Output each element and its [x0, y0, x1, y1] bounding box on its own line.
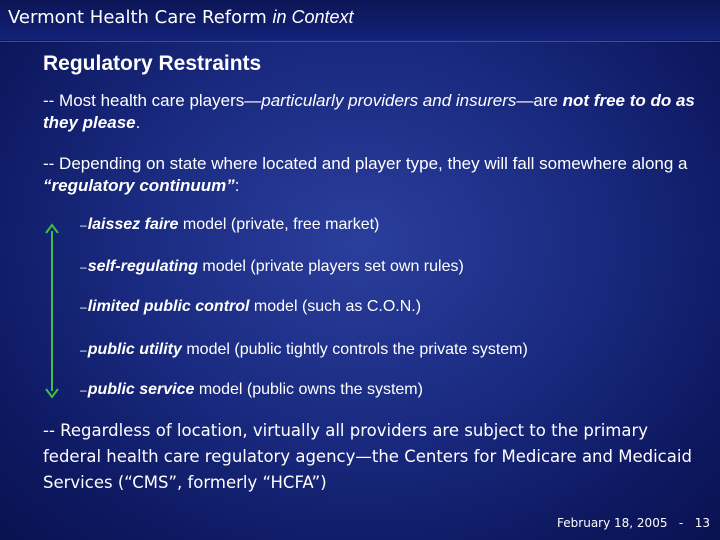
para2-prefix: -- Depending on state where located and player type, they will fall somewhere along a [43, 154, 688, 173]
model-name: limited public control [87, 298, 250, 315]
model-name: public service [87, 381, 195, 398]
model-item-limited-public-control [80, 298, 421, 316]
model-dash: – [80, 260, 87, 274]
para1-suffix: . [135, 113, 141, 132]
model-dash: – [80, 300, 87, 314]
model-name: laissez faire [87, 216, 179, 233]
page-number: 13 [694, 516, 710, 530]
para1-mid: —are [516, 91, 563, 110]
slide-footer [557, 516, 710, 530]
paragraph-continuum [43, 153, 703, 197]
model-desc: model (public owns the system) [194, 381, 423, 398]
slide-title: Regulatory Restraints [43, 52, 262, 75]
double-arrow-icon [44, 223, 60, 399]
para2-suffix: : [234, 176, 240, 195]
model-desc: model (private players set own rules) [197, 258, 464, 275]
para1-italic: particularly providers and insurers [261, 91, 517, 110]
header-title-main: Vermont Health Care Reform [8, 7, 273, 28]
paragraph-players [43, 90, 703, 134]
header-divider [0, 41, 720, 42]
model-dash: – [80, 218, 87, 232]
para1-emphasis: not free to do as they please [43, 91, 695, 132]
paragraph-cms: -- Regardless of location, virtually all providers are subject to the primary federal health care regulatory agency—the Centers for Medicare and Medicaid Services (“CMS”, formerly “HCFA”) [43, 421, 692, 492]
model-dash: – [80, 383, 87, 397]
slide-header-title [8, 7, 354, 28]
para2-emphasis: “regulatory continuum” [43, 176, 235, 195]
model-item-self-regulating [80, 258, 464, 276]
footer-date: February 18, 2005 [557, 516, 668, 530]
model-item-public-service [80, 381, 423, 399]
model-dash: – [80, 343, 87, 357]
para1-prefix: -- Most health care players— [43, 91, 262, 110]
footer-separator: - [678, 516, 684, 530]
model-item-laissez-faire [80, 216, 379, 234]
model-desc: model (private, free market) [178, 216, 380, 233]
model-name: public utility [87, 341, 182, 358]
header-title-italic: in Context [272, 7, 354, 27]
model-item-public-utility [80, 341, 528, 359]
model-name: self-regulating [87, 258, 198, 275]
model-desc: model (public tightly controls the private system) [181, 341, 528, 358]
model-desc: model (such as C.O.N.) [249, 298, 422, 315]
